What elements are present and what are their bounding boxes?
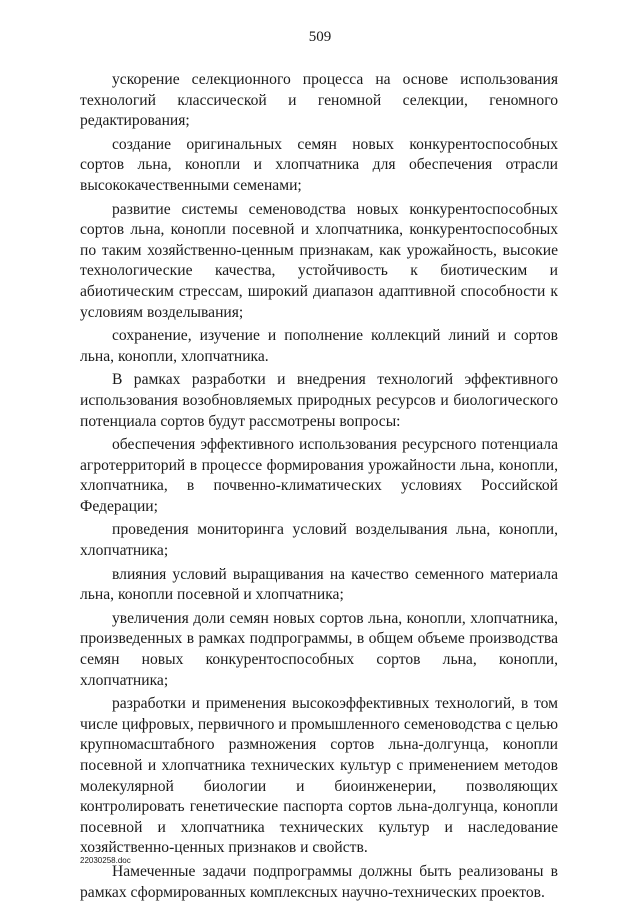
paragraph-seed-system-development: развитие системы семеноводства новых конкурентоспособных сортов льна, конопли посевной и хлопчатника, конкурентоспособных по таким хозяйственно-ценным признакам, как урожайность, высокие технологические качества, устойчивость к биотическим и абиотическим стрессам, широкий диапазон адаптивной способности к условиям возделывания; [80, 200, 558, 321]
paragraph-selection-acceleration: ускорение селекционного процесса на основе использования технологий классической и геномной селекции, геномного редактирования; [80, 71, 558, 130]
paragraph-growing-conditions: влияния условий выращивания на качество семенного материала льна, конопли посевной и хлопчатника; [80, 565, 558, 604]
paragraph-resource-potential: обеспечения эффективного использования ресурсного потенциала агротерриторий в процессе формирования урожайности льна, конопли, хлопчатника, в почвенно-климатических условиях Российской Федерации; [80, 436, 558, 515]
paragraph-collections: сохранение, изучение и пополнение коллекций линий и сортов льна, конопли, хлопчатника. [80, 327, 558, 365]
paragraph-technologies-intro: В рамках разработки и внедрения технологий эффективного использования возобновляемых природных ресурсов и биологического потенциала сортов будут рассмотрены вопросы: [80, 371, 558, 430]
footer-document-code: 22030258.doc [80, 856, 131, 865]
paragraph-projects: Намеченные задачи подпрограммы должны быть реализованы в рамках сформированных комплексных научно-технических проектов. [80, 862, 558, 901]
paragraph-original-seeds: создание оригинальных семян новых конкурентоспособных сортов льна, конопли и хлопчатника для обеспечения отрасли высококачественными семенами; [80, 135, 558, 194]
page-number: 509 [308, 29, 332, 45]
paragraph-seed-share: увеличения доли семян новых сортов льна, конопли, хлопчатника, произведенных в рамках подпрограммы, в общем объеме производства семян новых конкурентоспособных сортов льна, конопли, хлопчатника; [80, 609, 558, 689]
paragraph-monitoring: проведения мониторинга условий возделывания льна, конопли, хлопчатника; [80, 521, 558, 560]
document-body [80, 70, 558, 903]
paragraph-high-efficiency-tech: разработки и применения высокоэффективных технологий, в том числе цифровых, первичного и промышленного семеноводства с целью крупномасштабного размножения сортов льна-долгунца, конопли посевной и хлопчатника технических культур с применением методов молекулярной биологии и биоинженерии, позволяющих контролировать генетические паспорта сортов льна-долгунца, конопли посевной и хлопчатника технических культур и наследование хозяйственно-ценных признаков и свойств. [80, 695, 558, 857]
